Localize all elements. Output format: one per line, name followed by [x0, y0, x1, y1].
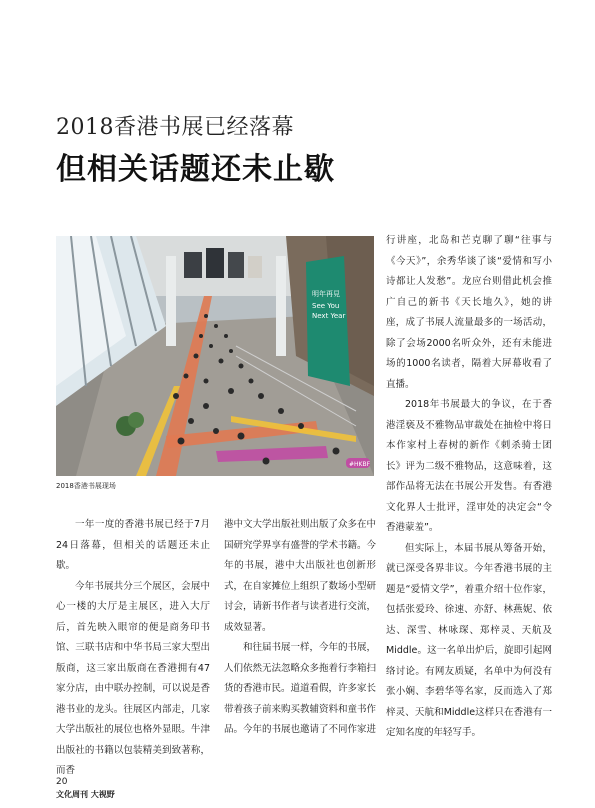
paragraph: 一年一度的香港书展已经于7月24日落幕，但相关的话题还未止歇。: [56, 519, 210, 571]
text-column-left: [56, 515, 210, 782]
paragraph: 和往届书展一样，今年的书展，人们依然无法忽略众多拖着行李箱扫货的香港市民。道道看假，许多家长带着孩子前来购买教辅资料和童书作品。今年的书展也邀请了不同作家进: [224, 642, 377, 735]
floor-sign: #HKBF: [349, 461, 371, 468]
paragraph: 行讲座，北岛和芒克聊了聊“往事与《今天》”，余秀华谈了谈“爱情和写小诗都让人发愁”。龙应台则借此机会推广自己的新书《天长地久》，她的讲座，成了书展人流量最多的一场活动，除了会场2000名听众外，还有未能进场的1000名读者，隔着大屏幕收看了直播。: [386, 235, 552, 390]
paragraph: 2018年书展最大的争议，在于香港淫亵及不雅物品审裁处在抽检中将日本作家村上春树的新作《刺杀骑士团长》评为二级不雅物品，这意味着，这部作品将无法在书展公开发售。有香港文化界人士批评，淫审处的决定会“令香港蒙羞”。: [386, 399, 552, 533]
banner-text-3: Next Year: [312, 312, 346, 320]
magazine-logo: 文化周刊 大视野: [56, 790, 115, 799]
paragraph: 今年书展共分三个展区，会展中心一楼的大厅是主展区，进入大厅后，首先映入眼帘的便是商务印书馆、三联书店和中华书局三家大型出版商，这三家出版商在香港拥有47家分店，由中联办控制，可以说是香港书业的龙头。往展区内部走，几家大学出版社的展位也格外显眼。牛津出版社的书籍以包装精美到致著称，而香: [56, 580, 210, 776]
photo-caption: 2018香港书展现场: [56, 482, 116, 490]
page-number: 20: [56, 777, 68, 787]
text-column-middle: [224, 515, 376, 741]
headline-line-2: 但相关话题还未止歇: [56, 152, 335, 187]
banner-text-2: See You: [312, 302, 340, 310]
banner-text-1: 明年再見: [312, 290, 340, 298]
paragraph: 但实际上，本届书展从筹备开始，就已深受各界非议。今年香港书展的主题是“爱情文学”，着重介绍十位作家，包括张爱玲、徐速、亦舒、林燕妮、依达、深雪、林咏琛、郑梓灵、天航及Middle。这一名单出炉后，旋即引起网络讨论。有网友质疑，名单中为何没有张小娴、李碧华等名家，反而选入了郑梓灵、天航和Middle这样只在香港有一定知名度的年轻写手。: [386, 542, 552, 738]
paragraph: 港中文大学出版社则出版了众多在中国研究学界享有盛誉的学术书籍。今年的书展，港中大出版社也创新形式，在自家摊位上组织了数场小型研讨会，请新书作者与读者进行交流，成效显著。: [224, 519, 377, 633]
text-column-right: [386, 231, 552, 744]
headline-line-1: 2018香港书展已经落幕: [56, 115, 294, 140]
article-photo: [56, 236, 374, 476]
